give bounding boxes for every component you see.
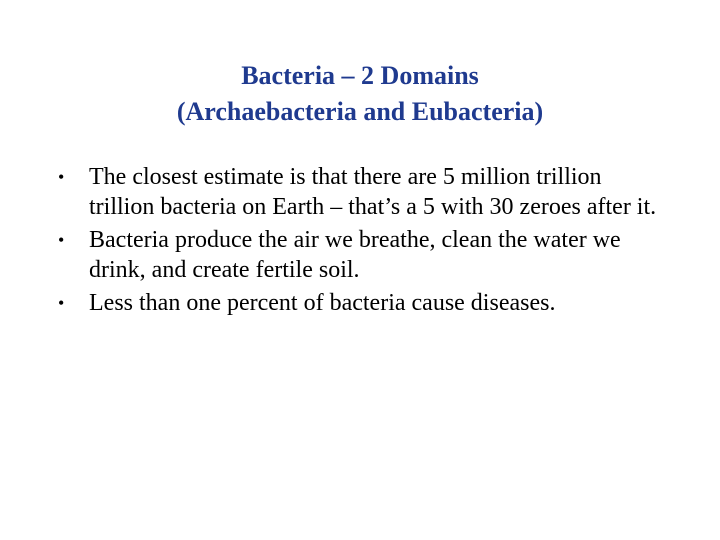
bullet-item	[58, 162, 658, 222]
bullet-text: Less than one percent of bacteria cause diseases.	[89, 290, 556, 316]
title-line-2: (Archaebacteria and Eubacteria)	[176, 97, 544, 126]
bullet-text: Bacteria produce the air we breathe, clean the water we drink, and create fertile soil.	[89, 227, 621, 283]
bullet-icon: •	[58, 293, 65, 313]
bullet-list	[58, 162, 658, 321]
slide-title	[60, 58, 660, 130]
bullet-icon: •	[58, 167, 65, 187]
bullet-item	[58, 225, 658, 285]
bullet-item	[58, 288, 658, 318]
bullet-text: The closest estimate is that there are 5 million trillion trillion bacteria on Earth – that’s a 5 with 30 zeroes after it.	[89, 164, 657, 220]
title-line-1: Bacteria – 2 Domains	[241, 61, 479, 90]
bullet-icon: •	[58, 230, 65, 250]
